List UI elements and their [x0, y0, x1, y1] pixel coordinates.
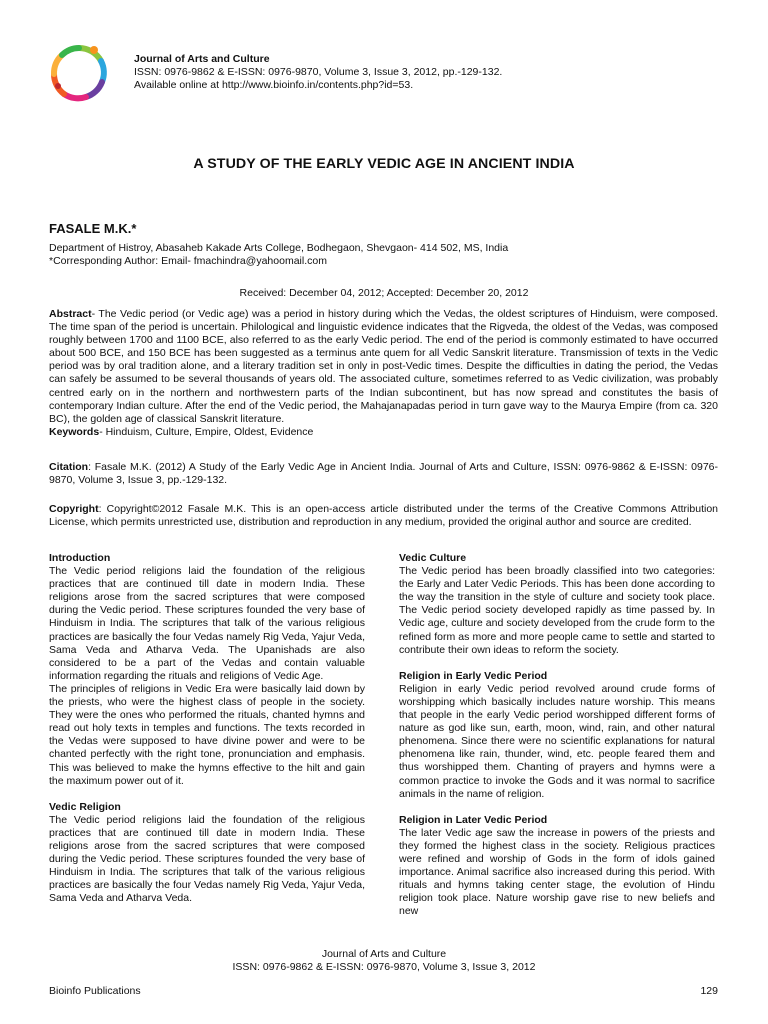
abstract — [49, 308, 718, 439]
section-heading-vedic-culture: Vedic Culture — [399, 552, 467, 564]
abstract-label: Abstract — [49, 308, 92, 320]
section-heading-later-vedic: Religion in Later Vedic Period — [399, 813, 548, 826]
received-accepted-dates: Received: December 04, 2012; Accepted: December 20, 2012 — [239, 287, 529, 299]
introduction-paragraph-2: The principles of religions in Vedic Era were basically laid down by the priests, who were the highest class of people in the society. They were the ones who performed the rituals, chanted hymns and read out holy texts in temples and functions. The texts recorded in the Vedas were supposed to have divine power and were to be chanted perfectly with the right tone, pronunciation and emphasis. This was believed to make the hymns effective to the hilt and gain the maximum power out of it. — [49, 682, 365, 787]
citation-text: : Fasale M.K. (2012) A Study of the Early Vedic Age in Ancient India. Journal of Arts and Culture, ISSN: 0976-9862 & E-ISSN: 0976-9870, Volume 3, Issue 3, pp.-129-132. — [49, 461, 718, 487]
abstract-text: - The Vedic period (or Vedic age) was a period in history during which the Vedas, the oldest scriptures of Hinduism, were composed. The time span of the period is uncertain. Philological and linguistic evidence indicates that the Rigveda, the oldest of the Vedas, was composed roughly between 1700 and 1100 BCE, also referred to as the early Vedic period. The end of the period is commonly estimated to have occurred about 500 BCE, and 150 BCE has been suggested as a terminus ante quem for all Vedic Sanskrit literature. Transmission of texts in the Vedic period was by oral tradition alone, and a literary tradition set in only in post-Vedic times. Despite the difficulties in dating the period, the Vedas can safely be assumed to be several thousands of years old. The associated culture, sometimes referred to as Vedic civilization, was probably centred early on in the northern and northwestern parts of the Indian subcontinent, but has now spread and constitutes the basis of contemporary Indian culture. After the end of the Vedic period, the Mahajanapadas period in turn gave way to the Maurya Empire (from ca. 320 BC), the golden age of classical Sanskrit literature. — [49, 308, 718, 425]
author-name: FASALE M.K.* — [49, 221, 137, 236]
citation — [49, 461, 718, 487]
footer-journal-name: Journal of Arts and Culture — [321, 948, 447, 960]
section-heading-introduction: Introduction — [49, 552, 111, 564]
footer-issn: ISSN: 0976-9862 & E-ISSN: 0976-9870, Volume 3, Issue 3, 2012 — [232, 961, 536, 973]
page-number: 129 — [700, 985, 718, 997]
article-title: A STUDY OF THE EARLY VEDIC AGE IN ANCIENT INDIA — [193, 156, 575, 172]
copyright-text: : Copyright©2012 Fasale M.K. This is an open-access article distributed under the terms of the Creative Commons Attribution License, which permits unrestricted use, distribution and reproduction in any medium, provided the original author and source are credited. — [49, 503, 718, 529]
affiliation — [49, 242, 508, 268]
keywords-text: - Hinduism, Culture, Empire, Oldest, Evidence — [99, 425, 314, 438]
vedic-religion-paragraph: The Vedic period religions laid the foundation of the religious practices that are continued till date in modern India. These religions arose from the sacred scriptures that were composed during the Vedic period. These scriptures founded the very base of Hinduism in India. The scriptures that talk of the various religious practices are basically the four Vedas namely Rig Veda, Yajur Veda, Sama Veda and Atharva Veda. — [49, 813, 365, 905]
journal-header — [134, 53, 502, 92]
corresponding-author: *Corresponding Author: Email- fmachindra@yahoomail.com — [49, 255, 327, 267]
right-column — [399, 552, 715, 918]
journal-logo-icon — [48, 42, 110, 104]
page-footer — [0, 948, 768, 974]
keywords-label: Keywords — [49, 425, 100, 438]
publisher-name: Bioinfo Publications — [49, 985, 141, 997]
section-heading-vedic-religion: Vedic Religion — [49, 800, 121, 813]
citation-label: Citation — [49, 461, 89, 473]
copyright-label: Copyright — [49, 503, 99, 515]
introduction-paragraph-1: The Vedic period religions laid the foundation of the religious practices that are continued till date in modern India. These religions arose from the sacred scriptures that were composed during the Vedic period. These scriptures founded the very base of Hinduism in India. The scriptures that talk of the various religious practices are basically the four Vedas namely Rig Veda, Yajur Veda, Sama Veda and Atharva Veda. The Upanishads are also considered to be a part of the Vedas and contain valuable information regarding the rituals and religions of Vedic Age. — [49, 565, 365, 682]
vedic-culture-paragraph: The Vedic period has been broadly classified into two categories: the Early and Later Vedic Periods. This has been done according to the way the transition in the style of culture and society took place. The Vedic period society developed rapidly as time passed by. In Vedic age, culture and society developed from the crude form to the refined form as more and more people came to settle and started to contribute their own ideas to reform the society. — [399, 565, 715, 656]
later-vedic-paragraph: The later Vedic age saw the increase in powers of the priests and they formed the highest class in the society. Religious practices were refined and worship of Gods in the form of idols gained importance. Animal sacrifice also increased during this period. With rituals and hymns taking center stage, the evolution of Hindu religion took place. Nature worship gave rise to new beliefs and new — [399, 826, 715, 918]
affiliation-department: Department of Histroy, Abasaheb Kakade Arts College, Bodhegaon, Shevgaon- 414 502, MS, India — [49, 242, 509, 254]
journal-online-link[interactable]: Available online at http://www.bioinfo.in/contents.php?id=53. — [134, 79, 414, 91]
section-heading-early-vedic: Religion in Early Vedic Period — [399, 669, 548, 682]
copyright — [49, 503, 718, 529]
left-column — [49, 552, 365, 905]
early-vedic-paragraph: Religion in early Vedic period revolved around crude forms of worshipping which basically includes nature worship. This means that people in the early Vedic period worshipped different forms of nature as god like sun, earth, moon, wind, rain, and other natural phenomena. Since there were no scientific explanations for natural phenomena like rain, thunder, wind, etc. people feared them and thus worshipped them. Chanting of prayers and hymns were a common practice to invoke the Gods and it was normal to sacrifice animals in the name of religion. — [399, 682, 715, 800]
journal-name: Journal of Arts and Culture — [134, 53, 270, 65]
journal-issn: ISSN: 0976-9862 & E-ISSN: 0976-9870, Volume 3, Issue 3, 2012, pp.-129-132. — [134, 66, 503, 78]
